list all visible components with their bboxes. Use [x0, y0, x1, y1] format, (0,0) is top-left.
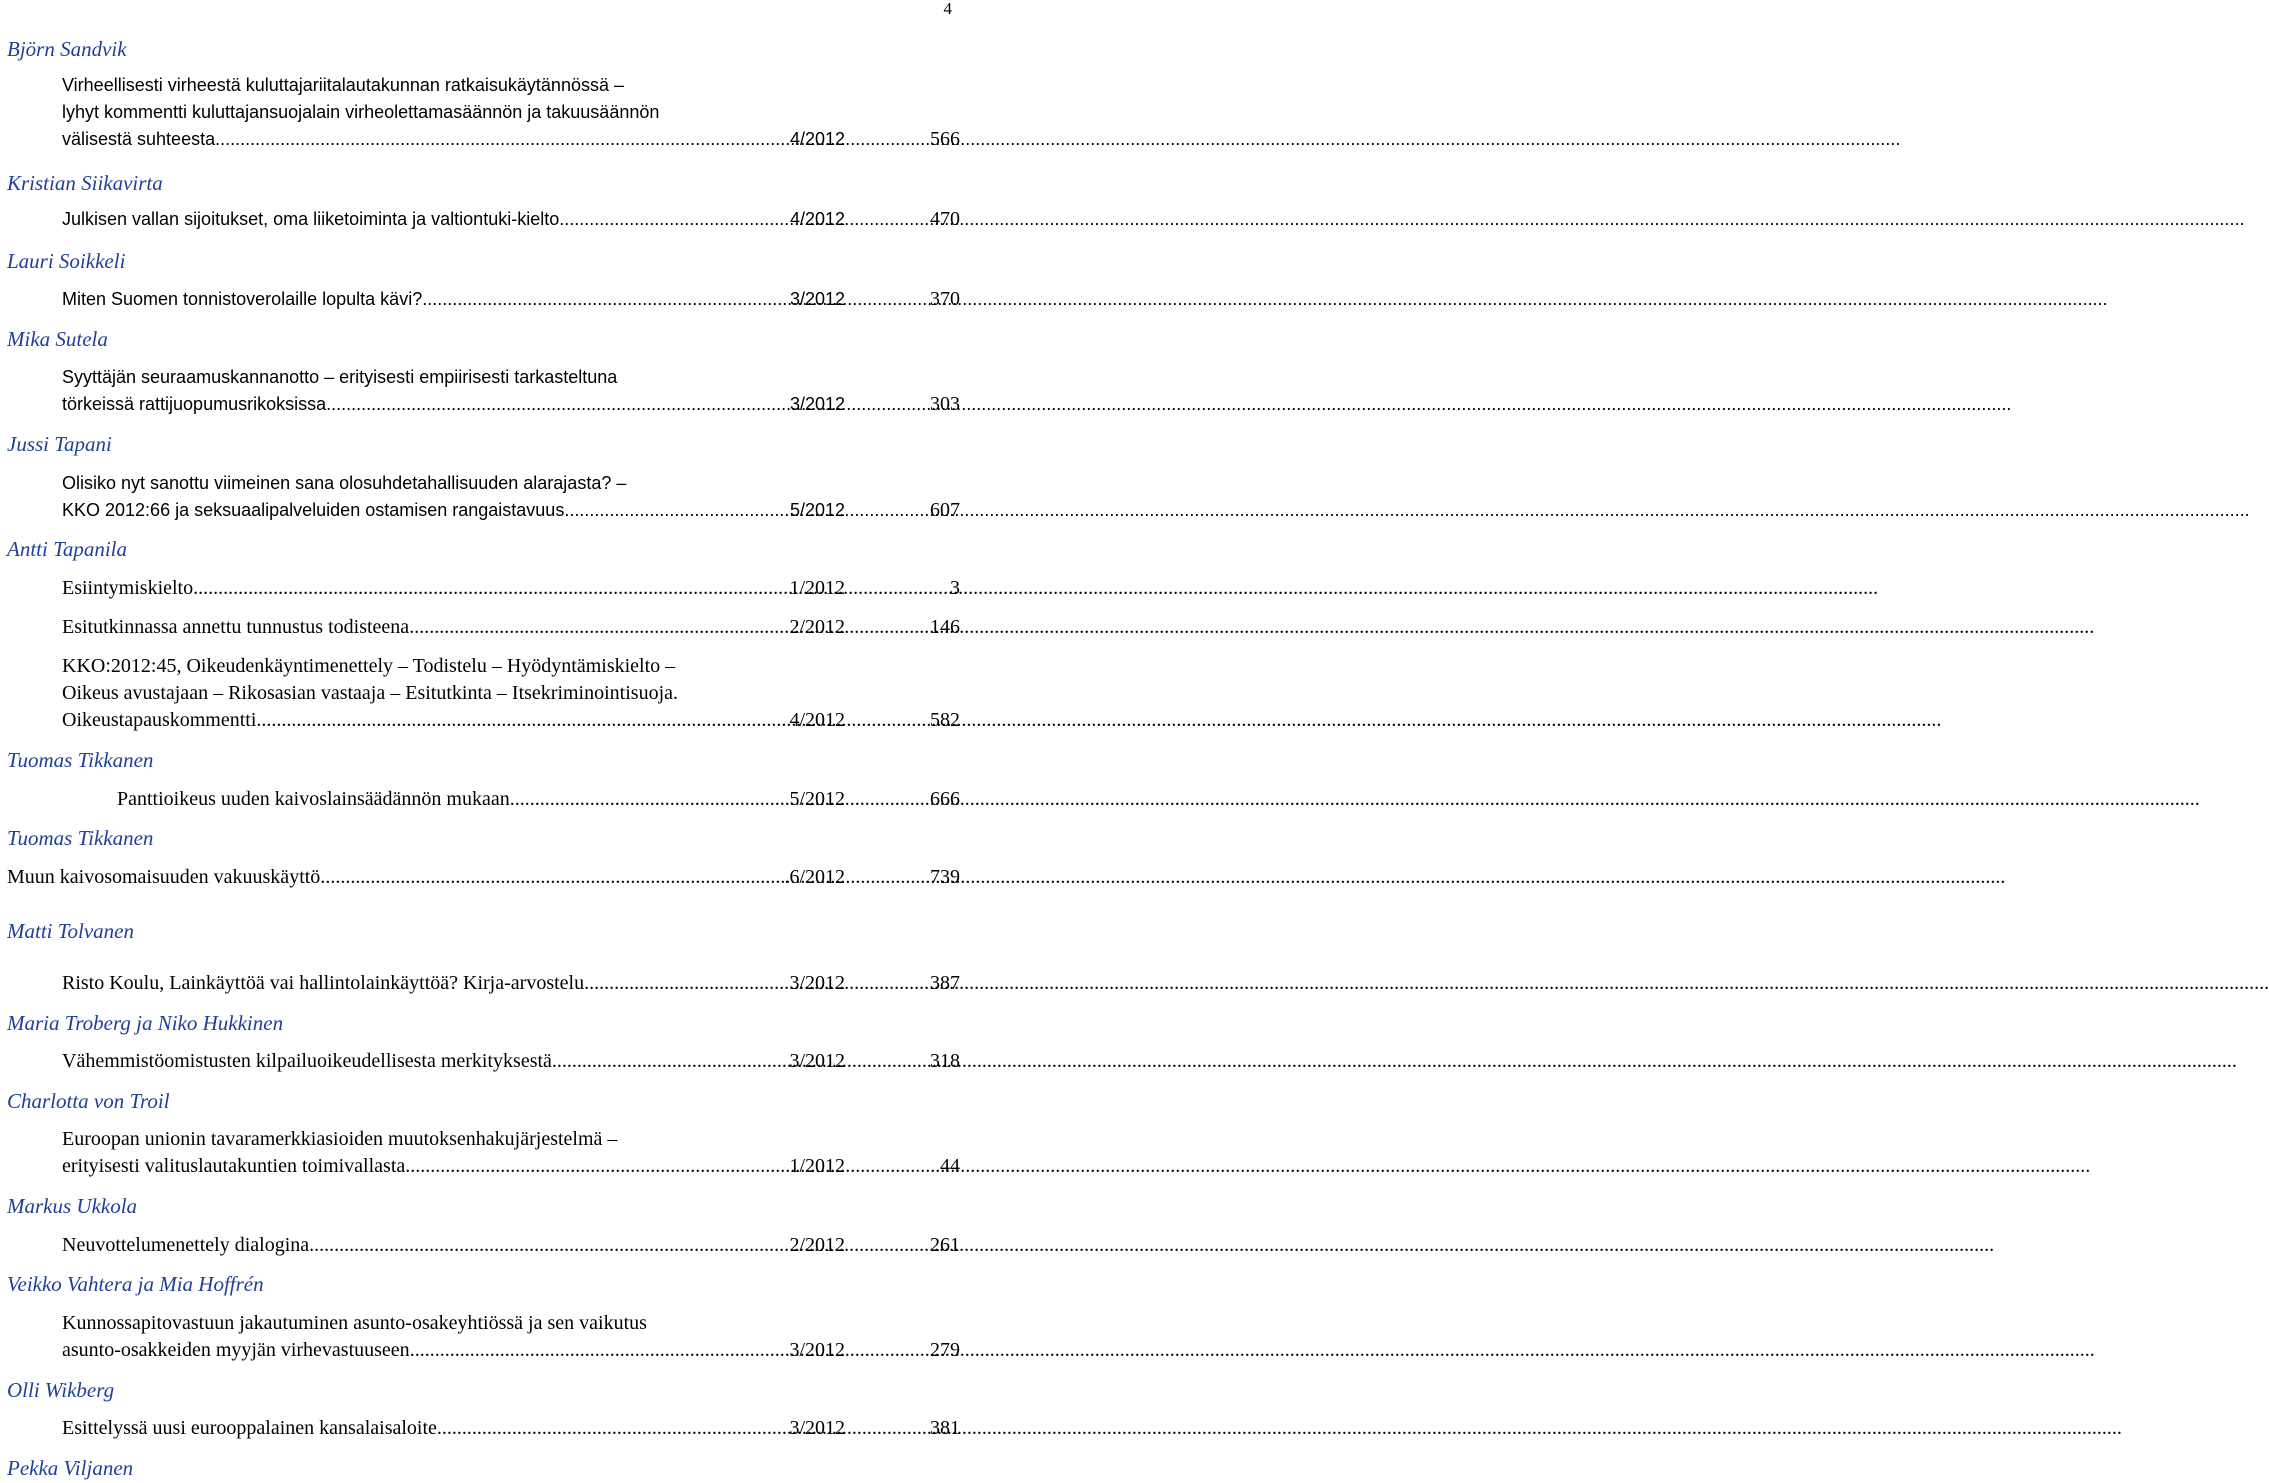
entry-title-line: Euroopan unionin tavaramerkkiasioiden muutoksenhakujärjestelmä – — [62, 1128, 618, 1150]
dot-leader — [193, 575, 775, 602]
index-entry — [62, 72, 960, 153]
entry-last-line — [62, 1153, 960, 1180]
entry-title-line: Syyttäjän seuraamuskannanotto – erityisesti empiirisesti tarkasteltuna — [62, 367, 618, 387]
author-name: Mika Sutela — [7, 327, 108, 351]
entry-title-text: Risto Koulu, Lainkäyttöä vai hallintolainkäyttöä? Kirja-arvostelu — [62, 972, 585, 994]
index-entry — [62, 286, 960, 313]
entry-title-text: Esittelyssä uusi eurooppalainen kansalaisaloite — [62, 1417, 437, 1439]
entry-title-text: erityisesti valituslautakuntien toimivallasta — [62, 1155, 406, 1177]
index-entry — [62, 1048, 960, 1075]
author-name: Tuomas Tikkanen — [7, 748, 154, 772]
entry-last-line — [62, 1232, 960, 1259]
entry-last-line — [62, 1337, 960, 1364]
entry-title-text: Esiintymiskielto — [62, 577, 194, 599]
issue-number: .6/2012 — [784, 866, 845, 888]
dot-leader — [564, 497, 775, 524]
author-name: Jussi Tapani — [7, 432, 112, 456]
dot-leader — [320, 864, 775, 891]
index-entry — [62, 1415, 960, 1442]
entry-last-line — [117, 786, 960, 813]
page-ref: 318 — [930, 1050, 960, 1072]
page-ref: 607 — [930, 499, 960, 521]
entry-title-line: Kunnossapitovastuun jakautuminen asunto-osakeyhtiössä ja sen vaikutus — [62, 1312, 647, 1334]
index-entry — [117, 786, 960, 813]
page-ref: 3 — [950, 577, 960, 599]
entry-title-text: Miten Suomen tonnistoverolaille lopulta kävi? — [62, 289, 423, 309]
issue-number: 3/2012 — [789, 394, 845, 414]
dot-leader — [256, 707, 775, 734]
entry-last-line — [62, 286, 960, 313]
entry-title-text: törkeissä rattijuopumusrikoksissa — [62, 394, 327, 414]
dot-leader — [410, 1337, 775, 1364]
entry-last-line — [62, 497, 960, 524]
page-ref: 279 — [930, 1339, 960, 1361]
page-ref: 470 — [930, 208, 960, 230]
dot-leader — [559, 206, 775, 233]
entry-last-line — [62, 1048, 960, 1075]
entry-title-line: Olisiko nyt sanottu viimeinen sana olosuhdetahallisuuden alarajasta? – — [62, 473, 627, 493]
issue-number: 5/2012 — [789, 788, 845, 810]
issue-number: 3/2012 — [789, 972, 845, 994]
page-ref: 739 — [930, 866, 960, 888]
entry-last-line — [62, 206, 960, 233]
entry-title-text: Muun kaivosomaisuuden vakuuskäyttö — [7, 866, 321, 888]
entry-title-text: Esitutkinnassa annettu tunnustus todisteena — [62, 616, 410, 638]
dot-leader — [552, 1048, 775, 1075]
page-ref: 303 — [930, 393, 960, 415]
author-name: Kristian Siikavirta — [7, 171, 163, 195]
dot-leader — [309, 1232, 775, 1259]
index-entry — [62, 1232, 960, 1259]
author-name: Matti Tolvanen — [7, 919, 134, 943]
issue-number: 1/2012 — [789, 1155, 845, 1177]
entry-title-text: välisestä suhteesta — [62, 129, 216, 149]
author-name: Tuomas Tikkanen — [7, 826, 154, 850]
issue-number: 3/2012 — [789, 1417, 845, 1439]
entry-last-line — [62, 391, 960, 418]
entry-last-line — [62, 575, 960, 602]
page-number: 4 — [943, 0, 952, 18]
entry-title-text: Panttioikeus uuden kaivoslainsäädännön mukaan. — [117, 788, 515, 810]
author-name: Charlotta von Troil — [7, 1089, 170, 1113]
author-name: Pekka Viljanen — [7, 1456, 134, 1480]
entry-last-line — [7, 864, 960, 891]
entry-last-line — [62, 1415, 960, 1442]
index-entry — [62, 1310, 960, 1364]
dot-leader — [515, 786, 775, 813]
issue-number: 2/2012 — [789, 616, 845, 638]
entry-title-text: Neuvottelumenettely dialogina — [62, 1234, 310, 1256]
page-ref: 566 — [930, 128, 960, 150]
dot-leader — [422, 286, 775, 313]
page-ref: 261 — [930, 1234, 960, 1256]
author-name: Maria Troberg ja Niko Hukkinen — [7, 1011, 284, 1035]
page-ref: 370 — [930, 288, 960, 310]
author-name: Björn Sandvik — [7, 37, 127, 61]
entry-last-line — [62, 126, 960, 153]
entry-title-line: Virheellisesti virheestä kuluttajariitalautakunnan ratkaisukäytännössä – — [62, 75, 624, 95]
index-entry — [62, 653, 960, 734]
entry-last-line — [62, 970, 960, 997]
issue-number: 4/2012 — [789, 129, 845, 149]
page-ref: 44 — [940, 1155, 960, 1177]
index-entry — [62, 206, 960, 233]
issue-number: 2/2012 — [789, 1234, 845, 1256]
page-ref: 146 — [930, 616, 960, 638]
issue-number: 5/2012 — [789, 500, 845, 520]
issue-number: 1/2012 — [789, 577, 845, 599]
entry-title-line: Oikeus avustajaan – Rikosasian vastaaja – Esitutkinta – Itsekriminointisuoja. — [62, 682, 678, 704]
page-ref: 666 — [930, 788, 960, 810]
page-ref: 582 — [930, 709, 960, 731]
entry-title-text: Julkisen vallan sijoitukset, oma liiketoiminta ja valtiontuki-kielto — [62, 209, 560, 229]
dot-leader — [584, 970, 775, 997]
index-entry — [62, 470, 960, 524]
issue-number: 4/2012 — [789, 209, 845, 229]
issue-number: 3/2012 — [789, 1339, 845, 1361]
author-name: Olli Wikberg — [7, 1378, 115, 1402]
entry-title-text: Oikeustapauskommentti — [62, 709, 257, 731]
author-name: Veikko Vahtera ja Mia Hoffrén — [7, 1272, 264, 1296]
dot-leader — [405, 1153, 775, 1180]
entry-title-line: lyhyt kommentti kuluttajansuojalain virheolettamasäännön ja takuusäännön — [62, 102, 660, 122]
dot-leader — [409, 614, 775, 641]
entry-title-text: Vähemmistöomistusten kilpailuoikeudellisesta merkityksestä — [62, 1050, 552, 1072]
issue-number: 3/2012 — [789, 1050, 845, 1072]
author-name: Markus Ukkola — [7, 1194, 138, 1218]
index-entry — [62, 970, 960, 997]
author-name: Antti Tapanila — [7, 537, 128, 561]
entry-title-text: asunto-osakkeiden myyjän virhevastuuseen — [62, 1339, 410, 1361]
dot-leader — [437, 1415, 775, 1442]
entry-last-line — [62, 614, 960, 641]
dot-leader — [326, 391, 775, 418]
index-entry — [62, 364, 960, 418]
entry-title-text: KKO 2012:66 ja seksuaalipalveluiden ostamisen rangaistavuus — [62, 500, 565, 520]
index-entry — [7, 864, 960, 891]
issue-number: 4/2012 — [789, 709, 845, 731]
author-name: Lauri Soikkeli — [7, 249, 126, 273]
page-ref: 387 — [930, 972, 960, 994]
index-entry — [62, 614, 960, 641]
index-entry — [62, 1126, 960, 1180]
entry-title-line: KKO:2012:45, Oikeudenkäyntimenettely – Todistelu – Hyödyntämiskielto – — [62, 655, 676, 677]
index-entry — [62, 575, 960, 602]
page-ref: 381 — [930, 1417, 960, 1439]
issue-number: 3/2012 — [789, 289, 845, 309]
entry-last-line — [62, 707, 960, 734]
dot-leader — [215, 126, 775, 153]
